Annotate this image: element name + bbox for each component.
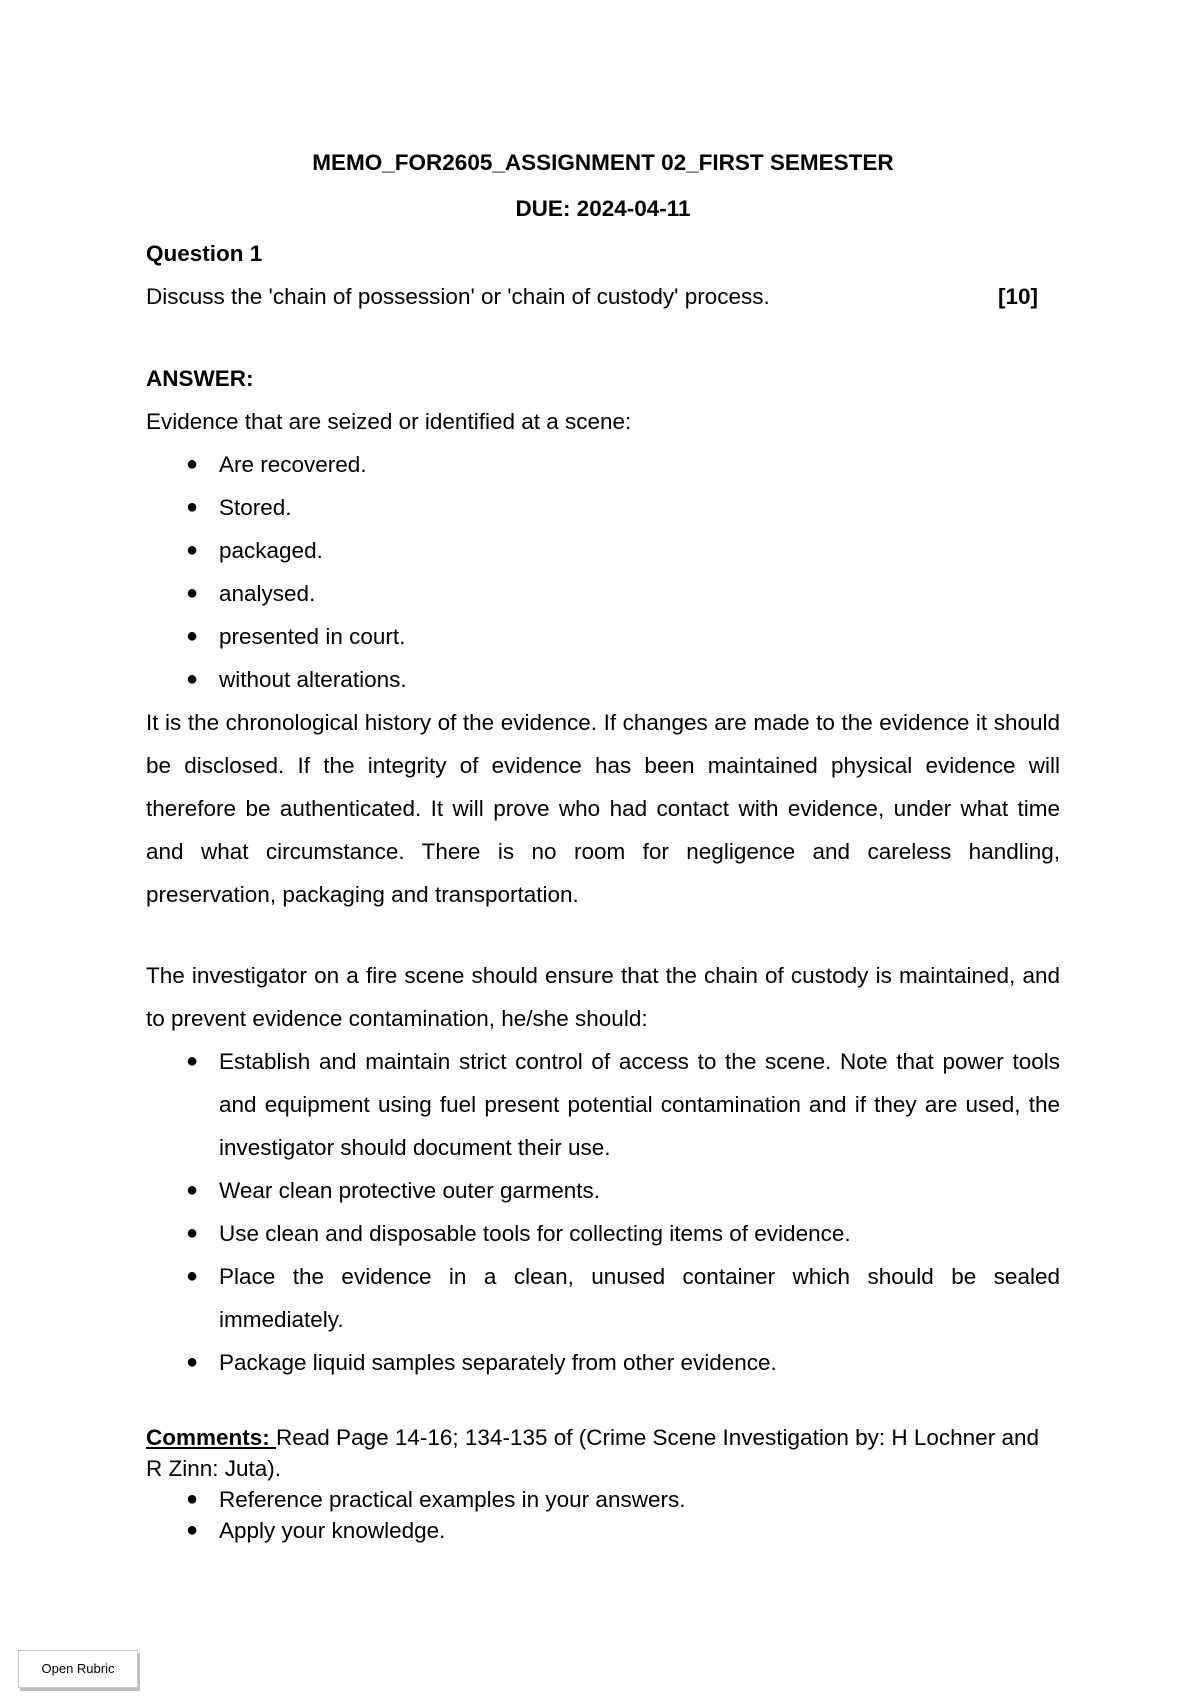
bullet-icon: ● — [186, 582, 199, 604]
bullet-icon: ● — [186, 453, 199, 475]
bullet-icon: ● — [186, 1351, 199, 1373]
list-item: ● Are recovered. — [146, 443, 1060, 486]
comments-label: Comments: — [146, 1425, 277, 1450]
answer-intro: Evidence that are seized or identified at a scene: — [146, 409, 632, 434]
bullet-icon: ● — [186, 1050, 199, 1072]
list-item: ● Place the evidence in a clean, unused container which should be sealed immediately. — [146, 1255, 1060, 1341]
list-item: ● Stored. — [146, 486, 1060, 529]
comments-block — [146, 1422, 1060, 1484]
chain-history-paragraph: It is the chronological history of the evidence. If changes are made to the evidence it should be disclosed. If the integrity of evidence has been maintained physical evidence will therefore be authenticated. It will prove who had contact with evidence, under what time and what circumstance. There is no room for negligence and careless handling, preservation, packaging and transportation. — [146, 710, 1060, 907]
list-item: ● Use clean and disposable tools for collecting items of evidence. — [146, 1212, 1060, 1255]
question-text: Discuss the 'chain of possession' or 'chain of custody' process. — [146, 284, 770, 309]
bullet-icon: ● — [186, 668, 199, 690]
open-rubric-button[interactable]: Open Rubric — [18, 1650, 138, 1688]
comments-text: Read Page 14-16; 134-135 of (Crime Scene Investigation by: H Lochner and R Zinn: Juta). — [146, 1425, 1039, 1481]
evidence-steps-list — [146, 443, 1060, 701]
list-item: ● Establish and maintain strict control of access to the scene. Note that power tools and equipment using fuel present potential contamination and if they are used, the investigator should document their use. — [146, 1040, 1060, 1169]
bullet-icon: ● — [186, 1265, 199, 1287]
bullet-icon: ● — [186, 1488, 199, 1510]
list-item: ● Package liquid samples separately from other evidence. — [146, 1341, 1060, 1384]
list-item: ● packaged. — [146, 529, 1060, 572]
bullet-icon: ● — [186, 496, 199, 518]
bullet-icon: ● — [186, 625, 199, 647]
bullet-icon: ● — [186, 539, 199, 561]
list-item: ● analysed. — [146, 572, 1060, 615]
list-item: ● without alterations. — [146, 658, 1060, 701]
memo-page — [146, 140, 1060, 1546]
bullet-icon: ● — [186, 1179, 199, 1201]
investigator-steps-list — [146, 1040, 1060, 1384]
question-row — [146, 275, 1060, 318]
comment-points-list — [146, 1484, 1060, 1546]
list-item: ● Wear clean protective outer garments. — [146, 1169, 1060, 1212]
answer-heading: ANSWER: — [146, 366, 254, 391]
list-item: ● Reference practical examples in your answers. — [146, 1484, 1060, 1515]
list-item: ● presented in court. — [146, 615, 1060, 658]
investigator-paragraph: The investigator on a fire scene should ensure that the chain of custody is maintained, and to prevent evidence contamination, he/she should: — [146, 963, 1060, 1031]
due-date: DUE: 2024-04-11 — [515, 196, 691, 221]
bullet-icon: ● — [186, 1222, 199, 1244]
memo-title: MEMO_FOR2605_ASSIGNMENT 02_FIRST SEMESTER — [312, 150, 894, 175]
question-heading: Question 1 — [146, 241, 263, 266]
list-item: ● Apply your knowledge. — [146, 1515, 1060, 1546]
question-marks: [10] — [997, 284, 1038, 309]
bullet-icon: ● — [186, 1519, 199, 1541]
